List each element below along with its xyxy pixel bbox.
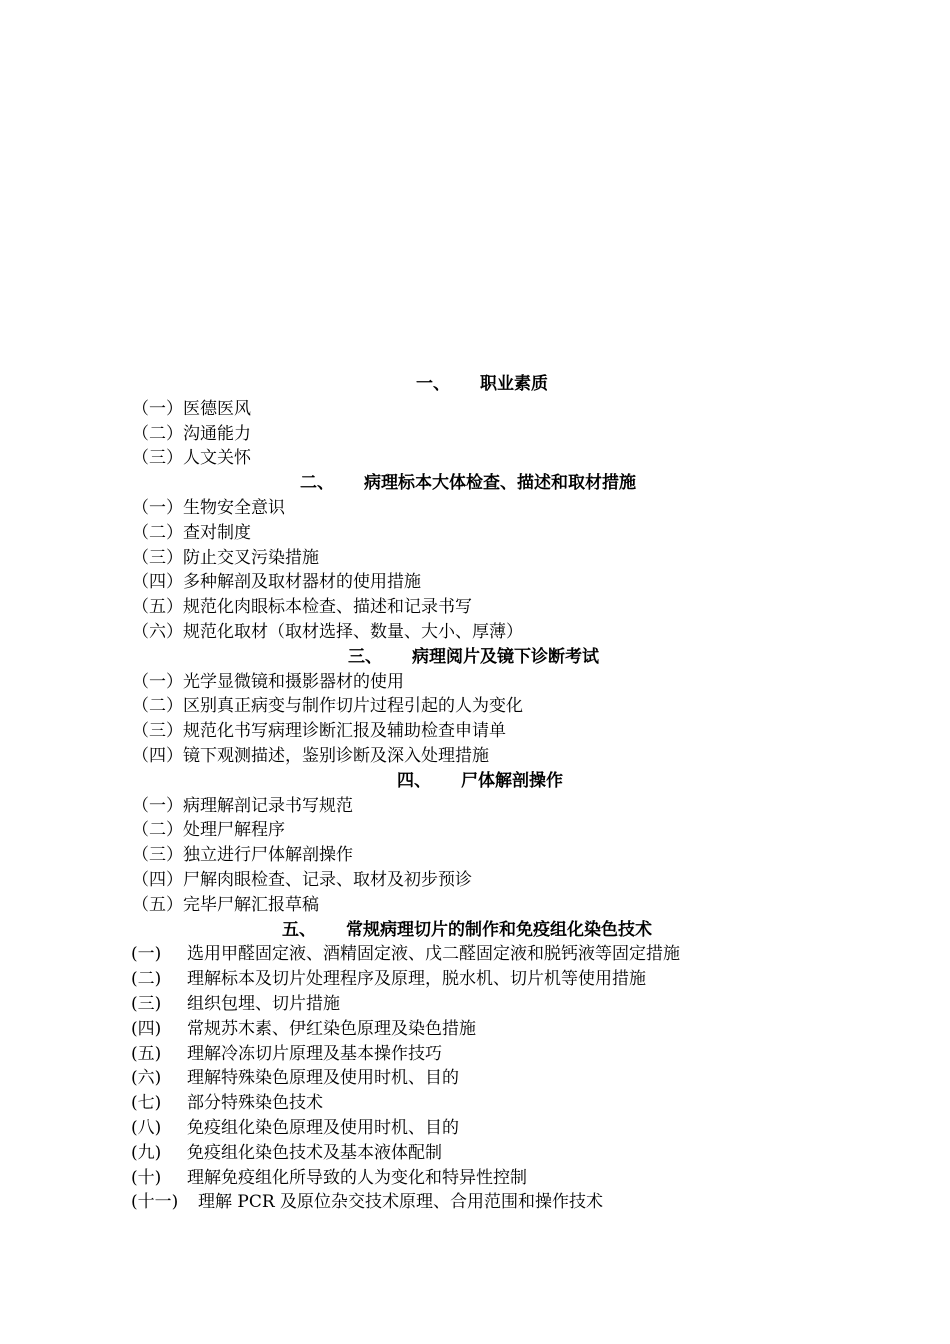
item-text: 部分特殊染色技术 [187, 1093, 323, 1114]
list-item [0, 1166, 950, 1191]
section-title: 病理阅片及镜下诊断考试 [412, 646, 599, 667]
list-item: （一）医德医风 [132, 398, 251, 419]
section-number: 三、 [348, 646, 382, 667]
list-item: （四）镜下观测描述，鉴别诊断及深入处理措施 [132, 745, 489, 766]
list-item: （六）规范化取材（取材选择、数量、大小、厚薄） [132, 621, 523, 642]
section-heading [0, 769, 950, 794]
list-item: （四）多种解剖及取材器材的使用措施 [132, 572, 421, 593]
list-item [0, 1141, 950, 1166]
item-number: (四) [131, 1018, 162, 1039]
section-heading [0, 918, 950, 943]
item-text: 理解免疫组化所导致的人为变化和特异性控制 [187, 1167, 527, 1188]
item-number: (六) [131, 1068, 162, 1089]
list-item: （三）防止交叉污染措施 [132, 547, 319, 568]
item-number: (九) [131, 1142, 162, 1163]
list-item: （二）沟通能力 [132, 423, 251, 444]
section-title: 病理标本大体检查、描述和取材措施 [364, 473, 636, 494]
list-item [0, 1190, 950, 1215]
item-text: 组织包埋、切片措施 [187, 993, 340, 1014]
list-item: （一）病理解剖记录书写规范 [132, 795, 353, 816]
item-number: (五) [131, 1043, 162, 1064]
list-item: （五）规范化肉眼标本检查、描述和记录书写 [132, 597, 472, 618]
item-number: (一) [131, 944, 162, 965]
section-number: 五、 [282, 919, 316, 940]
section-heading [0, 372, 950, 397]
item-number: (十一) [131, 1192, 179, 1213]
section-heading [0, 645, 950, 670]
item-text: 理解特殊染色原理及使用时机、目的 [187, 1068, 459, 1089]
list-item [0, 1066, 950, 1091]
item-text: 理解 PCR 及原位杂交技术原理、合用范围和操作技术 [198, 1192, 604, 1213]
item-text: 常规苏木素、伊红染色原理及染色措施 [187, 1018, 476, 1039]
item-text: 免疫组化染色原理及使用时机、目的 [187, 1117, 459, 1138]
item-number: (七) [131, 1093, 162, 1114]
list-item [0, 1017, 950, 1042]
item-number: (三) [131, 993, 162, 1014]
item-number: (十) [131, 1167, 162, 1188]
item-text: 理解冷冻切片原理及基本操作技巧 [187, 1043, 442, 1064]
item-number: (二) [131, 969, 162, 990]
list-item: （二）查对制度 [132, 522, 251, 543]
item-text: 免疫组化染色技术及基本液体配制 [187, 1142, 442, 1163]
list-item [0, 992, 950, 1017]
section-number: 一、 [416, 374, 450, 394]
list-item: （二）区别真正病变与制作切片过程引起的人为变化 [132, 696, 523, 717]
list-item: （四）尸解肉眼检查、记录、取材及初步预诊 [132, 869, 472, 890]
list-item: （五）完毕尸解汇报草稿 [132, 894, 319, 915]
list-item: （二）处理尸解程序 [132, 820, 285, 841]
list-item [0, 967, 950, 992]
list-item [0, 1091, 950, 1116]
section-title: 尸体解剖操作 [461, 770, 563, 791]
list-item: （三）规范化书写病理诊断汇报及辅助检查申请单 [132, 721, 506, 742]
section-title: 职业素质 [480, 374, 548, 394]
section-heading [0, 471, 950, 496]
section-number: 二、 [300, 473, 334, 494]
list-item [0, 1042, 950, 1067]
list-item [0, 942, 950, 967]
section-number: 四、 [397, 770, 431, 791]
document-page [0, 372, 950, 1215]
item-text: 理解标本及切片处理程序及原理，脱水机、切片机等使用措施 [187, 969, 646, 990]
item-number: (八) [131, 1117, 162, 1138]
item-text: 选用甲醛固定液、酒精固定液、戊二醛固定液和脱钙液等固定措施 [187, 944, 680, 965]
section-title: 常规病理切片的制作和免疫组化染色技术 [346, 919, 652, 940]
list-item: （三）独立进行尸体解剖操作 [132, 845, 353, 866]
list-item: （一）光学显微镜和摄影器材的使用 [132, 671, 404, 692]
list-item: （一）生物安全意识 [132, 497, 285, 518]
list-item [0, 1116, 950, 1141]
list-item: （三）人文关怀 [132, 448, 251, 469]
